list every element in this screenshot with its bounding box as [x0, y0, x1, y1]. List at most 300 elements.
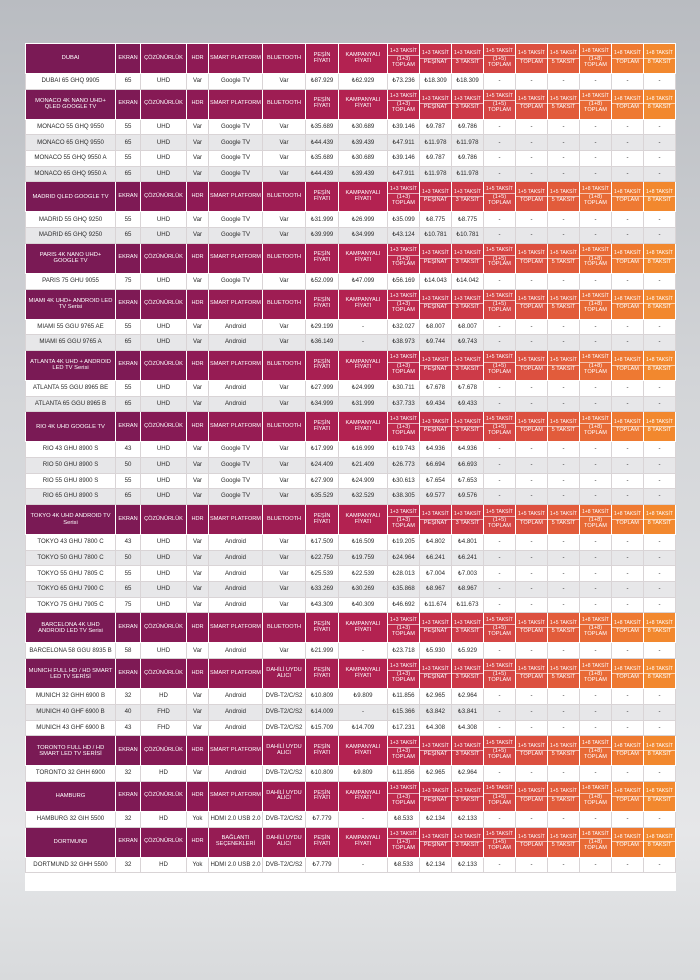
installment-5: -: [548, 166, 580, 182]
installment-group-label: 1+3 TAKSİT: [420, 420, 451, 427]
column-label: HDR: [191, 361, 204, 368]
installment-group-label: 1+5 TAKSİT: [516, 51, 547, 58]
installment-3: ₺3.841: [452, 704, 484, 720]
column-label: BLUETOOTH: [266, 422, 302, 429]
campaign-price: ₺39.439: [339, 166, 388, 182]
smart-platform: Google TV: [209, 489, 263, 505]
col-t15-toplam: [516, 505, 548, 535]
column-label: DAHİLİ UYDU ALICI: [266, 789, 302, 802]
smart-platform: Google TV: [209, 135, 263, 151]
column-label: HDR: [191, 792, 204, 799]
col-feature: [263, 412, 306, 442]
installment-group-label: 1+8 TAKSİT: [612, 297, 643, 304]
column-label: ÇÖZÜNÜRLÜK: [144, 361, 183, 368]
installment-5: -: [548, 489, 580, 505]
total-1-3: ₺56.169: [388, 273, 420, 289]
total-1-5: -: [484, 643, 516, 659]
col-t13-total: [388, 736, 420, 766]
feature-col: Var: [263, 135, 306, 151]
column-label: KAMPANYALI FİYATI: [345, 297, 381, 309]
col-t15-total: [484, 89, 516, 119]
campaign-price: -: [339, 319, 388, 335]
installment-group-label: 1+5 TAKSİT: [548, 251, 579, 258]
installment-group-label: 1+3 TAKSİT: [420, 51, 451, 58]
total-1-5: -: [484, 857, 516, 873]
col-t15-total: [484, 505, 516, 535]
model-name: TOKYO 75 GHU 7905 C: [26, 597, 116, 613]
column-label: 5 TAKSİT: [551, 796, 576, 803]
cash-price: ₺10.809: [306, 689, 339, 705]
column-label: BAĞLANTI SEÇENEKLERİ: [215, 835, 256, 848]
campaign-price: ₺16.509: [339, 535, 388, 551]
installment-group-label: 1+8 TAKSİT: [612, 789, 643, 796]
col-pesin: [306, 44, 339, 74]
column-label: (1+5) TOPLAM: [488, 793, 511, 806]
tv-price-table: [25, 43, 676, 873]
col-kampanyali: [339, 243, 388, 273]
installment-5: -: [548, 380, 580, 396]
col-ekran: [116, 182, 141, 212]
feature-col: DVB-T2/C/S2: [263, 704, 306, 720]
total-1-3: ₺11.856: [388, 689, 420, 705]
total-1-5b: -: [516, 166, 548, 182]
smart-platform: Android: [209, 704, 263, 720]
installment-5: -: [548, 643, 580, 659]
col-hdr: [187, 243, 209, 273]
column-label: SMART PLATFORM: [210, 669, 261, 676]
cash-price: ₺36.149: [306, 335, 339, 351]
total-1-8b: -: [612, 489, 644, 505]
installment-8: -: [644, 119, 676, 135]
down-payment-1-3: ₺9.434: [420, 396, 452, 412]
down-payment-1-3: ₺18.309: [420, 74, 452, 90]
down-payment-1-3: ₺11.674: [420, 597, 452, 613]
total-1-8: -: [580, 643, 612, 659]
column-label: 5 TAKSİT: [551, 104, 576, 111]
column-label: KAMPANYALI FİYATI: [345, 251, 381, 264]
total-1-8: -: [580, 766, 612, 782]
col-t18-total: [580, 412, 612, 442]
column-label: 5 TAKSİT: [551, 750, 576, 757]
column-label: HDR: [191, 669, 204, 676]
col-t15-toplam: [516, 613, 548, 643]
col-pesinat: [420, 736, 452, 766]
smart-platform: Google TV: [209, 473, 263, 489]
product-row: [26, 442, 676, 458]
feature-col: Var: [263, 212, 306, 228]
col-platform: [209, 736, 263, 766]
total-1-8: -: [580, 489, 612, 505]
total-1-5b: -: [516, 566, 548, 582]
product-row: [26, 273, 676, 289]
total-1-5b: -: [516, 380, 548, 396]
smart-platform: HDMI 2.0 USB 2.0: [209, 811, 263, 827]
total-1-8: -: [580, 457, 612, 473]
product-row: [26, 380, 676, 396]
feature-col: DVB-T2/C/S2: [263, 766, 306, 782]
installment-group-label: 1+5 TAKSİT: [484, 294, 515, 301]
column-label: PEŞİNAT: [423, 365, 448, 372]
installment-3: ₺18.309: [452, 74, 484, 90]
product-row: [26, 396, 676, 412]
col-hdr: [187, 659, 209, 689]
installment-8: -: [644, 811, 676, 827]
hdr: Var: [187, 566, 209, 582]
screen-size: 32: [116, 689, 141, 705]
resolution: UHD: [141, 335, 187, 351]
installment-group-label: 1+5 TAKSİT: [516, 251, 547, 258]
col-t15-total: [484, 243, 516, 273]
column-label: 3 TAKSİT: [455, 750, 480, 757]
campaign-price: ₺34.999: [339, 228, 388, 244]
installment-8: -: [644, 135, 676, 151]
col-kampanyali: [339, 182, 388, 212]
col-t13-total: [388, 289, 420, 319]
column-label: PEŞİN FİYATI: [313, 835, 331, 848]
total-1-3: ₺32.027: [388, 319, 420, 335]
down-payment-1-3: ₺2.134: [420, 857, 452, 873]
column-label: 3 TAKSİT: [455, 365, 480, 372]
section-header-row: [26, 412, 676, 442]
installment-group-label: 1+8 TAKSİT: [580, 187, 611, 194]
campaign-price: ₺21.409: [339, 457, 388, 473]
down-payment-1-3: ₺6.694: [420, 457, 452, 473]
column-label: 3 TAKSİT: [455, 304, 480, 311]
screen-size: 43: [116, 442, 141, 458]
cash-price: ₺14.009: [306, 704, 339, 720]
installment-group-label: 1+8 TAKSİT: [612, 744, 643, 751]
installment-group-label: 1+3 TAKSİT: [452, 97, 483, 104]
feature-col: Var: [263, 550, 306, 566]
column-label: HDR: [191, 624, 204, 630]
hdr: Var: [187, 273, 209, 289]
product-row: [26, 212, 676, 228]
campaign-price: ₺24.999: [339, 380, 388, 396]
total-1-5b: -: [516, 766, 548, 782]
installment-group-label: 1+8 TAKSİT: [580, 832, 611, 839]
total-1-5b: -: [516, 335, 548, 351]
installment-3: ₺8.775: [452, 212, 484, 228]
column-label: (1+3) TOPLAM: [392, 670, 415, 683]
hdr: Var: [187, 166, 209, 182]
column-label: SMART PLATFORM: [210, 100, 261, 107]
total-1-5b: -: [516, 119, 548, 135]
column-label: 8 TAKSİT: [647, 104, 672, 111]
installment-group-label: 1+3 TAKSİT: [420, 667, 451, 674]
feature-col: Var: [263, 643, 306, 659]
installment-group-label: 1+3 TAKSİT: [388, 49, 419, 56]
hdr: Var: [187, 720, 209, 736]
col-cozunurluk: [141, 182, 187, 212]
down-payment-1-3: ₺7.654: [420, 473, 452, 489]
column-label: (1+5) TOPLAM: [488, 301, 511, 314]
down-payment-1-3: ₺8.967: [420, 582, 452, 598]
column-label: (1+5) TOPLAM: [488, 362, 511, 375]
total-1-8b: -: [612, 550, 644, 566]
section-header-row: [26, 44, 676, 74]
installment-group-label: 1+5 TAKSİT: [548, 789, 579, 796]
total-1-3: ₺39.146: [388, 119, 420, 135]
col-cozunurluk: [141, 827, 187, 857]
model-name: RIO 55 GHU 8900 S: [26, 473, 116, 489]
campaign-price: ₺30.269: [339, 582, 388, 598]
resolution: UHD: [141, 380, 187, 396]
column-label: EKRAN: [118, 746, 138, 753]
total-1-5: -: [484, 74, 516, 90]
feature-col: Var: [263, 473, 306, 489]
installment-group-label: 1+5 TAKSİT: [484, 664, 515, 671]
installment-group-label: 1+3 TAKSİT: [388, 417, 419, 424]
col-t15-toplam: [516, 289, 548, 319]
col-hdr: [187, 44, 209, 74]
total-1-8b: -: [612, 273, 644, 289]
feature-col: Var: [263, 228, 306, 244]
screen-size: 32: [116, 811, 141, 827]
product-row: [26, 473, 676, 489]
installment-group-label: 1+8 TAKSİT: [580, 417, 611, 424]
total-1-8: -: [580, 380, 612, 396]
product-row: [26, 857, 676, 873]
installment-5: -: [548, 857, 580, 873]
screen-size: 65: [116, 166, 141, 182]
screen-size: 43: [116, 720, 141, 736]
installment-group-label: 1+8 TAKSİT: [644, 835, 675, 842]
column-label: (1+3) TOPLAM: [392, 625, 415, 638]
total-1-5: -: [484, 212, 516, 228]
col-taksit3: [452, 182, 484, 212]
col-t15-toplam: [516, 44, 548, 74]
installment-group-label: 1+3 TAKSİT: [388, 664, 419, 671]
installment-8: -: [644, 857, 676, 873]
column-label: ÇÖZÜNÜRLÜK: [144, 515, 183, 522]
col-t18-toplam: [612, 350, 644, 380]
col-t18-toplam: [612, 412, 644, 442]
col-t18-total: [580, 613, 612, 643]
col-ekran: [116, 350, 141, 380]
column-label: SMART PLATFORM: [210, 361, 261, 368]
hdr: Var: [187, 535, 209, 551]
installment-group-label: 1+8 TAKSİT: [644, 420, 675, 427]
column-label: (1+8) TOPLAM: [584, 747, 607, 760]
smart-platform: Google TV: [209, 166, 263, 182]
hdr: Var: [187, 457, 209, 473]
installment-group-label: 1+3 TAKSİT: [388, 832, 419, 839]
feature-col: DVB-T2/C/S2: [263, 720, 306, 736]
total-1-3: ₺47.911: [388, 166, 420, 182]
column-label: (1+8) TOPLAM: [584, 839, 607, 852]
total-1-5b: -: [516, 135, 548, 151]
installment-group-label: 1+5 TAKSİT: [548, 358, 579, 365]
column-label: SMART PLATFORM: [210, 792, 261, 799]
column-label: 8 TAKSİT: [647, 365, 672, 372]
column-label: (1+8) TOPLAM: [584, 255, 607, 268]
col-taksit8: [644, 182, 676, 212]
col-cozunurluk: [141, 243, 187, 273]
total-1-3: ₺15.366: [388, 704, 420, 720]
column-label: (1+3) TOPLAM: [392, 301, 415, 314]
product-row: [26, 550, 676, 566]
screen-size: 75: [116, 597, 141, 613]
col-platform: [209, 505, 263, 535]
screen-size: 43: [116, 535, 141, 551]
col-hdr: [187, 827, 209, 857]
total-1-8b: -: [612, 457, 644, 473]
total-1-5b: -: [516, 689, 548, 705]
col-pesinat: [420, 243, 452, 273]
installment-3: ₺11.673: [452, 597, 484, 613]
smart-platform: Android: [209, 319, 263, 335]
product-row: [26, 643, 676, 659]
column-label: KAMPANYALI FİYATI: [345, 621, 381, 633]
column-label: TOPLAM: [616, 304, 639, 311]
column-label: 5 TAKSİT: [551, 673, 576, 680]
column-label: 3 TAKSİT: [455, 197, 480, 204]
column-label: PEŞİNAT: [423, 197, 448, 204]
cash-price: ₺44.439: [306, 135, 339, 151]
campaign-price: ₺9.809: [339, 689, 388, 705]
col-t18-toplam: [612, 659, 644, 689]
model-name: TOKYO 65 GHU 7900 C: [26, 582, 116, 598]
series-title: MIAMI 4K UHD+ ANDROID LED TV Serisi: [26, 289, 116, 319]
col-pesin: [306, 613, 339, 643]
col-platform: [209, 243, 263, 273]
total-1-5b: -: [516, 550, 548, 566]
column-label: (1+8) TOPLAM: [584, 194, 607, 207]
column-label: PEŞİNAT: [423, 673, 448, 680]
product-row: [26, 811, 676, 827]
installment-group-label: 1+8 TAKSİT: [612, 251, 643, 258]
hdr: Var: [187, 689, 209, 705]
col-kampanyali: [339, 44, 388, 74]
installment-8: -: [644, 643, 676, 659]
column-label: EKRAN: [118, 624, 138, 630]
column-label: PEŞİN FİYATI: [313, 512, 331, 525]
installment-group-label: 1+3 TAKSİT: [452, 51, 483, 58]
column-label: PEŞİN FİYATI: [313, 666, 331, 679]
smart-platform: Android: [209, 582, 263, 598]
total-1-8: -: [580, 535, 612, 551]
column-label: (1+3) TOPLAM: [392, 839, 415, 852]
total-1-5b: -: [516, 319, 548, 335]
cash-price: ₺27.909: [306, 473, 339, 489]
model-name: MUNICH 40 GHF 6900 B: [26, 704, 116, 720]
total-1-8b: -: [612, 535, 644, 551]
column-label: SMART PLATFORM: [210, 254, 261, 261]
smart-platform: Android: [209, 335, 263, 351]
down-payment-1-3: ₺4.308: [420, 720, 452, 736]
col-pesinat: [420, 781, 452, 811]
total-1-3: ₺35.099: [388, 212, 420, 228]
column-label: PEŞİN FİYATI: [313, 743, 331, 756]
total-1-3: ₺11.856: [388, 766, 420, 782]
total-1-8: -: [580, 566, 612, 582]
total-1-8b: -: [612, 119, 644, 135]
installment-group-label: 1+5 TAKSİT: [516, 835, 547, 842]
screen-size: 55: [116, 119, 141, 135]
total-1-8: -: [580, 473, 612, 489]
col-t18-toplam: [612, 243, 644, 273]
resolution: UHD: [141, 535, 187, 551]
installment-group-label: 1+8 TAKSİT: [580, 786, 611, 793]
hdr: Var: [187, 228, 209, 244]
total-1-8b: -: [612, 335, 644, 351]
down-payment-1-3: ₺3.842: [420, 704, 452, 720]
cash-price: ₺35.689: [306, 119, 339, 135]
total-1-8: -: [580, 135, 612, 151]
col-platform: [209, 350, 263, 380]
smart-platform: HDMI 2.0 USB 2.0: [209, 857, 263, 873]
col-platform: [209, 44, 263, 74]
column-label: (1+8) TOPLAM: [584, 301, 607, 314]
total-1-5b: -: [516, 811, 548, 827]
column-label: EKRAN: [118, 792, 138, 799]
installment-group-label: 1+3 TAKSİT: [420, 297, 451, 304]
resolution: FHD: [141, 704, 187, 720]
column-label: (1+8) TOPLAM: [584, 516, 607, 529]
column-label: HDR: [191, 254, 204, 261]
resolution: UHD: [141, 489, 187, 505]
cash-price: ₺31.999: [306, 212, 339, 228]
col-pesin: [306, 243, 339, 273]
model-name: BARCELONA 58 GGU 8935 B: [26, 643, 116, 659]
total-1-8: -: [580, 74, 612, 90]
installment-5: -: [548, 335, 580, 351]
campaign-price: ₺40.309: [339, 597, 388, 613]
col-feature: [263, 613, 306, 643]
installment-group-label: 1+3 TAKSİT: [452, 621, 483, 628]
series-title: MONACO 4K NANO UHD+ QLED GOOGLE TV: [26, 89, 116, 119]
col-ekran: [116, 781, 141, 811]
column-label: (1+3) TOPLAM: [392, 793, 415, 806]
campaign-price: ₺30.689: [339, 119, 388, 135]
column-label: HDR: [191, 100, 204, 107]
installment-3: ₺4.801: [452, 535, 484, 551]
col-feature: [263, 736, 306, 766]
cash-price: ₺33.269: [306, 582, 339, 598]
total-1-5b: -: [516, 720, 548, 736]
col-ekran: [116, 89, 141, 119]
installment-8: -: [644, 489, 676, 505]
col-kampanyali: [339, 350, 388, 380]
screen-size: 40: [116, 704, 141, 720]
installment-8: -: [644, 396, 676, 412]
installment-group-label: 1+3 TAKSİT: [420, 512, 451, 519]
installment-group-label: 1+8 TAKSİT: [580, 664, 611, 671]
col-t13-total: [388, 505, 420, 535]
col-taksit8: [644, 243, 676, 273]
installment-3: ₺4.936: [452, 442, 484, 458]
installment-group-label: 1+5 TAKSİT: [484, 94, 515, 101]
campaign-price: ₺16.999: [339, 442, 388, 458]
col-pesin: [306, 182, 339, 212]
column-label: BLUETOOTH: [266, 361, 302, 368]
col-feature: [263, 505, 306, 535]
total-1-5b: -: [516, 704, 548, 720]
col-ekran: [116, 827, 141, 857]
column-label: PEŞİNAT: [423, 842, 448, 849]
installment-group-label: 1+5 TAKSİT: [484, 248, 515, 255]
total-1-3: ₺37.733: [388, 396, 420, 412]
col-pesinat: [420, 89, 452, 119]
total-1-3: ₺38.305: [388, 489, 420, 505]
total-1-8b: -: [612, 473, 644, 489]
col-t15-total: [484, 412, 516, 442]
installment-group-label: 1+3 TAKSİT: [452, 789, 483, 796]
column-label: HDR: [191, 838, 204, 845]
col-t18-toplam: [612, 44, 644, 74]
hdr: Var: [187, 212, 209, 228]
campaign-price: -: [339, 857, 388, 873]
